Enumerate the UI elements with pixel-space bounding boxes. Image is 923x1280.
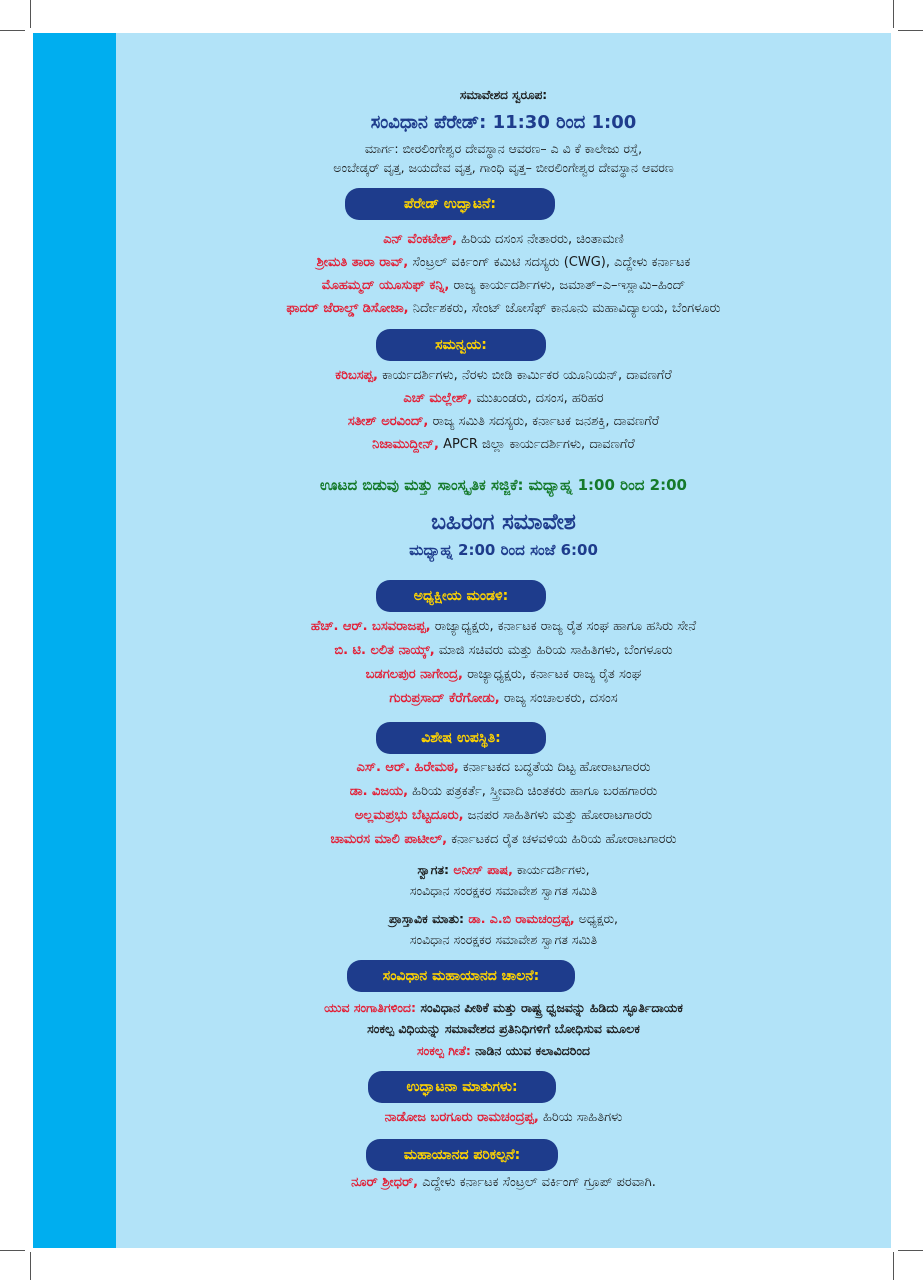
person-name: ಫಾದರ್ ಜೆರಾಲ್ಡ್ ಡಿಸೋಜಾ,	[286, 301, 409, 316]
person-name: ಎಚ್ ಮಲ್ಲೇಶ್,	[403, 391, 473, 406]
person-desc: ರಾಜ್ಯ ಸಂಚಾಲಕರು, ದಸಂಸ	[499, 691, 618, 706]
crop-mark	[898, 30, 923, 31]
welcome-line	[116, 862, 891, 878]
person-line	[116, 391, 891, 406]
person-line	[116, 808, 891, 823]
crop-mark	[0, 30, 25, 31]
person-line	[116, 437, 891, 452]
route-line-1: ಮಾರ್ಗ: ಬೀರಲಿಂಗೇಶ್ವರ ದೇವಸ್ಥಾನ ಆವರಣ– ಎ ವಿ ಕೆ ಕಾಲೇಜು ರಸ್ತೆ,	[364, 141, 643, 156]
concept-name: ನೂರ್ ಶ್ರೀಧರ್,	[351, 1175, 419, 1190]
public-meeting-title: ಬಹಿರಂಗ ಸಮಾವೇಶ	[431, 510, 576, 535]
person-name: ಎನ್ ವೆಂಕಟೇಶ್,	[383, 232, 458, 247]
lunch-break: ಊಟದ ಬಿಡುವು ಮತ್ತು ಸಾಂಸ್ಕೃತಿಕ ಸಜ್ಜಿಕೆ: ಮಧ್ಯಾಹ್ನ 1:00 ರಿಂದ 2:00	[320, 476, 687, 494]
person-line	[116, 301, 891, 316]
movement-heading: ಸಂವಿಧಾನ ಮಹಾಯಾನದ ಚಾಲನೆ:	[347, 960, 575, 992]
welcome-label: ಸ್ವಾಗತ:	[417, 862, 450, 877]
intro-line	[116, 911, 891, 927]
route-line-2: ಅಂಬೇಡ್ಕರ್ ವೃತ್ತ, ಜಯದೇವ ವೃತ್ತ, ಗಾಂಧಿ ವೃತ್ತ– ಬೀರಲಿಂಗೇಶ್ವರ ದೇವಸ್ಥಾನ ಆವರಣ	[333, 160, 674, 175]
person-desc: ಮಾಜಿ ಸಚಿವರು ಮತ್ತು ಹಿರಿಯ ಸಾಹಿತಿಗಳು, ಬೆಂಗಳೂರು	[434, 643, 673, 658]
person-name: ಎಸ್. ಆರ್. ಹಿರೇಮಠ,	[356, 760, 459, 775]
person-line	[116, 232, 891, 247]
intro-desc: ಅಧ್ಯಕ್ಷರು,	[574, 911, 619, 926]
person-desc: ರಾಜ್ಯಾಧ್ಯಕ್ಷರು, ಕರ್ನಾಟಕ ರಾಜ್ಯ ರೈತ ಸಂಘ ಹಾಗೂ ಹಸಿರು ಸೇನೆ	[430, 619, 697, 634]
crop-mark	[30, 0, 31, 28]
concept-line	[116, 1175, 891, 1190]
intro-committee: ಸಂವಿಧಾನ ಸಂರಕ್ಷಕರ ಸಮಾವೇಶ ಸ್ವಾಗತ ಸಮಿತಿ	[409, 932, 598, 947]
intro-label: ಪ್ರಾಸ್ತಾವಿಕ ಮಾತು:	[388, 911, 464, 926]
speech-name: ನಾಡೋಜ ಬರಗೂರು ರಾಮಚಂದ್ರಪ್ಪ,	[384, 1110, 539, 1125]
person-desc: ಸೆಂಟ್ರಲ್ ವರ್ಕಿಂಗ್ ಕಮಿಟಿ ಸದಸ್ಯರು (CWG), ಎದ್ದೇಳು ಕರ್ನಾಟಕ	[408, 255, 691, 270]
person-name: ಬಿ. ಟಿ. ಲಲಿತ ನಾಯ್ಕ್,	[334, 643, 435, 658]
person-line	[116, 368, 891, 383]
person-desc: ಕರ್ನಾಟಕದ ಬದ್ಧತೆಯ ದಿಟ್ಟ ಹೋರಾಟಗಾರರು	[458, 760, 651, 775]
welcome-desc: ಕಾರ್ಯದರ್ಶಿಗಳು,	[512, 862, 590, 877]
person-name: ಚಾಮರಸ ಮಾಲಿ ಪಾಟೀಲ್,	[330, 832, 448, 847]
speech-line	[116, 1110, 891, 1125]
person-name: ಕರಿಬಸಪ್ಪ,	[335, 368, 378, 383]
public-meeting-time: ಮಧ್ಯಾಹ್ನ 2:00 ರಿಂದ ಸಂಜೆ 6:00	[409, 541, 598, 559]
left-accent-stripe	[33, 33, 116, 1248]
person-desc: ಜನಪರ ಸಾಹಿತಿಗಳು ಮತ್ತು ಹೋರಾಟಗಾರರು	[463, 808, 653, 823]
inaugural-speech-heading: ಉದ್ಘಾಟನಾ ಮಾತುಗಳು:	[368, 1071, 556, 1103]
youth-line	[116, 1000, 891, 1016]
person-name: ಬಡಗಲಪುರ ನಾಗೇಂದ್ರ,	[365, 667, 463, 682]
person-desc: ಕಾರ್ಯದರ್ಶಿಗಳು, ನೆರಳು ಬೀಡಿ ಕಾರ್ಮಿಕರ ಯೂನಿಯನ್, ದಾವಣಗೆರೆ	[377, 368, 672, 383]
person-desc: ರಾಜ್ಯಾಧ್ಯಕ್ಷರು, ಕರ್ನಾಟಕ ರಾಜ್ಯ ರೈತ ಸಂಘ	[462, 667, 642, 682]
person-line	[116, 414, 891, 429]
youth-desc: ಸಂವಿಧಾನ ಪೀಠಿಕೆ ಮತ್ತು ರಾಷ್ಟ್ರ ಧ್ವಜವನ್ನು ಹಿಡಿದು ಸ್ಫೂರ್ತಿದಾಯಕ	[416, 1000, 683, 1015]
person-desc: ಹಿರಿಯ ದಸಂಸ ನೇತಾರರು, ಚಿಂತಾಮಣಿ	[457, 232, 624, 247]
person-name: ಗುರುಪ್ರಸಾದ್ ಕೆರೆಗೋಡು,	[389, 691, 500, 706]
person-desc: ರಾಜ್ಯ ಕಾರ್ಯದರ್ಶಿಗಳು, ಜಮಾತ್–ಎ–ಇಸ್ಲಾಮಿ–ಹಿಂದ್	[449, 278, 686, 293]
person-name: ಸತೀಶ್ ಅರವಿಂದ್,	[347, 414, 429, 429]
person-desc: APCR ಜಿಲ್ಲಾ ಕಾರ್ಯದರ್ಶಿಗಳು, ದಾವಣಗೆರೆ	[438, 437, 635, 452]
song-label: ಸಂಕಲ್ಪ ಗೀತೆ:	[417, 1043, 471, 1058]
person-desc: ಹಿರಿಯ ಪತ್ರಕರ್ತೆ, ಸ್ತ್ರೀವಾದಿ ಚಿಂತಕರು ಹಾಗೂ ಬರಹಗಾರರು	[408, 784, 658, 799]
youth-desc-2: ಸಂಕಲ್ಪ ವಿಧಿಯನ್ನು ಸಮಾವೇಶದ ಪ್ರತಿನಿಧಿಗಳಿಗೆ ಬೋಧಿಸುವ ಮೂಲಕ	[367, 1021, 640, 1036]
person-desc: ನಿರ್ದೇಶಕರು, ಸೇಂಟ್ ಜೋಸೆಫ್ ಕಾನೂನು ಮಹಾವಿದ್ಯಾಲಯ, ಬೆಂಗಳೂರು	[408, 301, 721, 316]
intro-name: ಡಾ. ಎ.ಬಿ ರಾಮಚಂದ್ರಪ್ಪ,	[463, 911, 575, 926]
person-name: ಡಾ. ವಿಜಯ,	[349, 784, 409, 799]
person-name: ಅಲ್ಲಮಪ್ರಭು ಬೆಟ್ಟದೂರು,	[354, 808, 464, 823]
person-line	[116, 760, 891, 775]
person-desc: ಮುಖಂಡರು, ದಸಂಸ, ಹರಿಹರ	[472, 391, 604, 406]
person-name: ಮೊಹಮ್ಮದ್ ಯೂಸುಫ್ ಕನ್ನಿ,	[321, 278, 450, 293]
person-name: ಹೆಚ್. ಆರ್. ಬಸವರಾಜಪ್ಪ,	[310, 619, 431, 634]
person-desc: ರಾಜ್ಯ ಸಮಿತಿ ಸದಸ್ಯರು, ಕರ್ನಾಟಕ ಜನಶಕ್ತಿ, ದಾವಣಗೆರೆ	[428, 414, 660, 429]
person-line	[116, 278, 891, 293]
person-desc: ಕರ್ನಾಟಕದ ರೈತ ಚಳವಳಿಯ ಹಿರಿಯ ಹೋರಾಟಗಾರರು	[447, 832, 677, 847]
speech-desc: ಹಿರಿಯ ಸಾಹಿತಿಗಳು	[538, 1110, 623, 1125]
crop-mark	[0, 1250, 25, 1251]
crop-mark	[893, 0, 894, 28]
crop-mark	[898, 1250, 923, 1251]
concept-heading: ಮಹಾಯಾನದ ಪರಿಕಲ್ಪನೆ:	[366, 1139, 558, 1171]
person-line	[116, 255, 891, 270]
welcome-name: ಅನೀಸ್ ಪಾಷ,	[449, 862, 513, 877]
person-line	[116, 691, 891, 706]
person-name: ಶ್ರೀಮತಿ ತಾರಾ ರಾವ್,	[316, 255, 409, 270]
person-name: ನಿಜಾಮುದ್ದೀನ್,	[372, 437, 439, 452]
crop-mark	[30, 1252, 31, 1280]
person-line	[116, 832, 891, 847]
concept-desc: ಎದ್ದೇಳು ಕರ್ನಾಟಕ ಸೆಂಟ್ರಲ್ ವರ್ಕಿಂಗ್ ಗ್ರೂಪ್ ಪರವಾಗಿ.	[418, 1175, 656, 1190]
inauguration-heading: ಪೆರೇಡ್ ಉದ್ಘಾಟನೆ:	[345, 188, 555, 220]
person-line	[116, 619, 891, 634]
person-line	[116, 784, 891, 799]
parade-title: ಸಂವಿಧಾನ ಪೆರೇಡ್: 11:30 ರಿಂದ 1:00	[370, 112, 637, 133]
program-label: ಸಮಾವೇಶದ ಸ್ವರೂಪ:	[459, 88, 548, 102]
person-line	[116, 667, 891, 682]
person-line	[116, 643, 891, 658]
presidium-heading: ಅಧ್ಯಕ್ಷೀಯ ಮಂಡಳಿ:	[376, 580, 546, 612]
crop-mark	[893, 1252, 894, 1280]
song-line	[116, 1043, 891, 1059]
coordination-heading: ಸಮನ್ವಯ:	[376, 329, 546, 361]
special-presence-heading: ವಿಶೇಷ ಉಪಸ್ಥಿತಿ:	[376, 722, 546, 754]
song-desc: ನಾಡಿನ ಯುವ ಕಲಾವಿದರಿಂದ	[470, 1043, 590, 1058]
welcome-committee: ಸಂವಿಧಾನ ಸಂರಕ್ಷಕರ ಸಮಾವೇಶ ಸ್ವಾಗತ ಸಮಿತಿ	[409, 883, 598, 898]
youth-label: ಯುವ ಸಂಗಾತಿಗಳಿಂದ:	[324, 1000, 417, 1015]
